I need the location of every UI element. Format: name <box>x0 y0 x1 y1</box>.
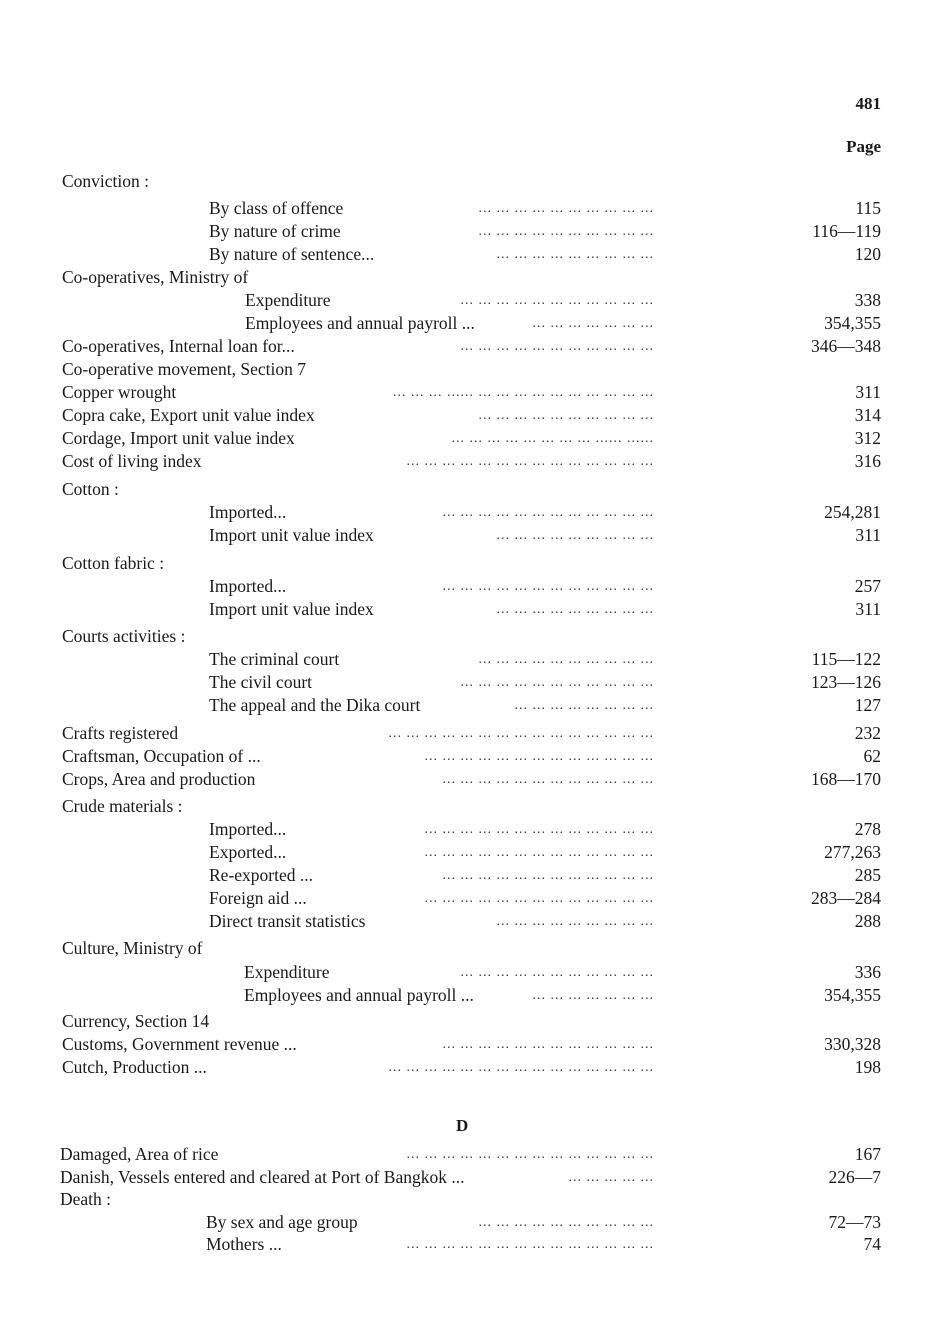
index-entry <box>0 671 881 694</box>
entry-label: Craftsman, Occupation of ... <box>62 746 261 766</box>
leader-dots: ... ... ... ... ... ... ... ... ... <box>496 247 654 262</box>
entry-label: By nature of crime <box>209 221 341 241</box>
entry-label: Cotton : <box>62 479 119 499</box>
index-entry <box>0 1143 881 1166</box>
leader-dots: ... ... ... ... ... ... ... <box>532 988 654 1003</box>
entry-pages: 354,355 <box>824 985 881 1005</box>
entry-label: Damaged, Area of rice <box>60 1144 219 1164</box>
entry-label: The appeal and the Dika court <box>209 695 421 715</box>
entry-pages: 338 <box>854 290 881 310</box>
index-entry <box>0 887 881 910</box>
entry-label: Cutch, Production ... <box>62 1057 207 1077</box>
index-entry <box>0 243 881 266</box>
leader-dots: ... ... ... ... ... ... ... ... ... ... ... ... ... ... ... <box>388 1060 654 1075</box>
index-entry <box>0 795 881 818</box>
entry-pages: 354,355 <box>824 313 881 333</box>
entry-pages: 123—126 <box>811 672 881 692</box>
index-entry <box>0 575 881 598</box>
index-entry <box>0 289 881 312</box>
index-entry <box>0 1033 881 1056</box>
index-entry <box>0 1056 881 1079</box>
entry-label: By class of offence <box>209 198 344 218</box>
index-entry <box>0 478 881 501</box>
entry-label: Customs, Government revenue ... <box>62 1034 297 1054</box>
entry-label: Culture, Ministry of <box>62 938 203 958</box>
entry-pages: 232 <box>854 723 881 743</box>
leader-dots: ... ... ... ... ... ... ... ... ... ... ... ... ... ... <box>406 1147 654 1162</box>
entry-pages: 336 <box>854 962 881 982</box>
index-entry <box>0 358 881 381</box>
index-entry <box>0 984 881 1007</box>
entry-pages: 257 <box>854 576 881 596</box>
leader-dots: ... ... ... ... ... ... ... ... ... ... ... ... <box>442 579 654 594</box>
entry-pages: 311 <box>855 525 881 545</box>
leader-dots: ... ... ... ...... ... ... ... ... ... ... ... ... ... ... <box>393 385 654 400</box>
entry-label: Crops, Area and production <box>62 769 256 789</box>
leader-dots: ... ... ... ... ... ... ... ... ... ... ... ... ... ... ... <box>388 726 654 741</box>
entry-pages: 226—7 <box>828 1167 881 1187</box>
entry-label: Import unit value index <box>209 599 374 619</box>
entry-label: Expenditure <box>244 962 330 982</box>
entry-pages: 312 <box>854 428 881 448</box>
entry-label: Co-operatives, Ministry of <box>62 267 249 287</box>
index-entry <box>62 170 881 193</box>
entry-label: Conviction : <box>62 171 150 191</box>
index-entry <box>0 598 881 621</box>
entry-pages: 62 <box>863 746 881 766</box>
entry-label: Direct transit statistics <box>209 911 366 931</box>
entry-pages: 72—73 <box>828 1212 881 1232</box>
index-entry <box>0 501 881 524</box>
index-entry <box>0 768 881 791</box>
entry-label: Co-operatives, Internal loan for... <box>62 336 295 356</box>
leader-dots: ... ... ... ... ... ... ... ... ... ... ... <box>460 293 654 308</box>
leader-dots: ... ... ... ... ... ... ... ... ... ... <box>478 1215 654 1230</box>
leader-dots: ... ... ... ... ... ... ... ... ... ... <box>478 224 654 239</box>
entry-pages: 283—284 <box>811 888 881 908</box>
index-entry <box>0 1188 881 1211</box>
leader-dots: ... ... ... ... ... ... ... ... ... ... <box>478 652 654 667</box>
entry-label: Cost of living index <box>62 451 202 471</box>
entry-pages: 288 <box>854 911 881 931</box>
leader-dots: ... ... ... ... ... ... ... ... <box>514 698 654 713</box>
leader-dots: ... ... ... ... ... ... ... ... ... ... ... ... ... <box>424 749 654 764</box>
index-entry <box>0 335 881 358</box>
entry-pages: 116—119 <box>812 221 881 241</box>
leader-dots: ... ... ... ... ... ... ... ... ... ... ... <box>460 675 654 690</box>
leader-dots: ... ... ... ... ... ... ... ... ... ... ... ... ... ... <box>406 1237 654 1252</box>
entry-label: By nature of sentence... <box>209 244 375 264</box>
entry-pages: 115—122 <box>811 649 881 669</box>
leader-dots: ... ... ... ... ... ... ... <box>532 316 654 331</box>
index-entry <box>0 864 881 887</box>
index-entry <box>0 1166 881 1189</box>
section-letter: D <box>456 1116 469 1135</box>
leader-dots: ... ... ... ... ... ... ... ... ... <box>496 602 654 617</box>
page-number: 481 <box>855 94 881 113</box>
index-entry <box>0 197 881 220</box>
entry-label: The criminal court <box>209 649 340 669</box>
entry-pages: 311 <box>855 599 881 619</box>
index-entry <box>0 381 881 404</box>
entry-pages: 115 <box>855 198 881 218</box>
index-entry <box>0 694 881 717</box>
index-entry <box>0 745 881 768</box>
entry-label: Re-exported ... <box>209 865 313 885</box>
page-column-label: Page <box>846 137 881 156</box>
index-entry <box>0 961 881 984</box>
entry-label: Imported... <box>209 819 287 839</box>
entry-label: Import unit value index <box>209 525 374 545</box>
leader-dots: ... ... ... ... ... ... ... ... ... ... ... ... ... <box>424 891 654 906</box>
entry-pages: 311 <box>855 382 881 402</box>
index-entry <box>0 818 881 841</box>
entry-label: Mothers ... <box>206 1234 282 1254</box>
leader-dots: ... ... ... ... ... ... ... ... ... ... ... ... ... <box>424 822 654 837</box>
index-entry <box>0 1233 881 1256</box>
entry-pages: 314 <box>854 405 881 425</box>
entry-label: Danish, Vessels entered and cleared at Port of Bangkok ... <box>60 1167 465 1187</box>
index-entry <box>0 450 881 473</box>
leader-dots: ... ... ... ... ... ... ... ... ... ... ... <box>460 339 654 354</box>
entry-label: Copra cake, Export unit value index <box>62 405 315 425</box>
entry-pages: 316 <box>854 451 881 471</box>
leader-dots: ... ... ... ... ... ... ... ... ... <box>496 528 654 543</box>
entry-pages: 198 <box>854 1057 881 1077</box>
leader-dots: ... ... ... ... ... ... ... ... ... ... ... <box>460 965 654 980</box>
index-entry <box>0 312 881 335</box>
leader-dots: ... ... ... ... ... ... ... ... ... ... ... ... <box>442 505 654 520</box>
index-entry <box>0 1211 881 1234</box>
entry-label: Death : <box>60 1189 112 1209</box>
index-entry <box>0 266 881 289</box>
entry-label: Foreign aid ... <box>209 888 307 908</box>
entry-label: Exported... <box>209 842 287 862</box>
entry-label: Crude materials : <box>62 796 183 816</box>
entry-label: Courts activities : <box>62 626 186 646</box>
index-entry <box>0 404 881 427</box>
leader-dots: ... ... ... ... ... ... ... ... ... ... ... ... ... <box>424 845 654 860</box>
entry-pages: 167 <box>854 1144 881 1164</box>
entry-pages: 168—170 <box>811 769 881 789</box>
entry-pages: 277,263 <box>824 842 881 862</box>
index-entry <box>0 220 881 243</box>
index-entry <box>0 841 881 864</box>
index-entry <box>0 937 881 960</box>
entry-label: Crafts registered <box>62 723 179 743</box>
index-entry <box>0 722 881 745</box>
leader-dots: ... ... ... ... ... ... ... ... ... ... ... ... <box>442 868 654 883</box>
entry-pages: 330,328 <box>824 1034 881 1054</box>
entry-pages: 285 <box>854 865 881 885</box>
entry-pages: 254,281 <box>824 502 881 522</box>
entry-pages: 278 <box>854 819 881 839</box>
leader-dots: ... ... ... ... ... ... ... ... ... ... <box>478 201 654 216</box>
entry-label: Expenditure <box>245 290 331 310</box>
leader-dots: ... ... ... ... ... ... ... ... ... ... ... ... <box>442 1037 654 1052</box>
entry-label: Cotton fabric : <box>62 553 165 573</box>
entry-label: Employees and annual payroll ... <box>244 985 474 1005</box>
entry-label: Employees and annual payroll ... <box>245 313 475 333</box>
entry-label: Copper wrought <box>62 382 177 402</box>
entry-label: Currency, Section 14 <box>62 1011 210 1031</box>
index-entry <box>0 625 881 648</box>
entry-label: The civil court <box>209 672 313 692</box>
leader-dots: ... ... ... ... ... <box>568 1170 654 1185</box>
entry-pages: 346—348 <box>811 336 881 356</box>
leader-dots: ... ... ... ... ... ... ... ... ...... ...... <box>451 431 654 446</box>
entry-label: Co-operative movement, Section 7 <box>62 359 306 379</box>
leader-dots: ... ... ... ... ... ... ... ... ... ... ... ... ... ... <box>406 454 654 469</box>
entry-pages: 74 <box>863 1234 881 1254</box>
index-entry <box>0 427 881 450</box>
leader-dots: ... ... ... ... ... ... ... ... ... ... <box>478 408 654 423</box>
entry-pages: 127 <box>854 695 881 715</box>
index-entry <box>0 648 881 671</box>
leader-dots: ... ... ... ... ... ... ... ... ... <box>496 914 654 929</box>
index-entry <box>0 1010 881 1033</box>
entry-label: Imported... <box>209 502 287 522</box>
entry-label: By sex and age group <box>206 1212 358 1232</box>
entry-label: Cordage, Import unit value index <box>62 428 295 448</box>
entry-pages: 120 <box>854 244 881 264</box>
entry-label: Imported... <box>209 576 287 596</box>
leader-dots: ... ... ... ... ... ... ... ... ... ... ... ... <box>442 772 654 787</box>
index-entry <box>0 910 881 933</box>
index-entry <box>0 524 881 547</box>
index-entry <box>0 552 881 575</box>
